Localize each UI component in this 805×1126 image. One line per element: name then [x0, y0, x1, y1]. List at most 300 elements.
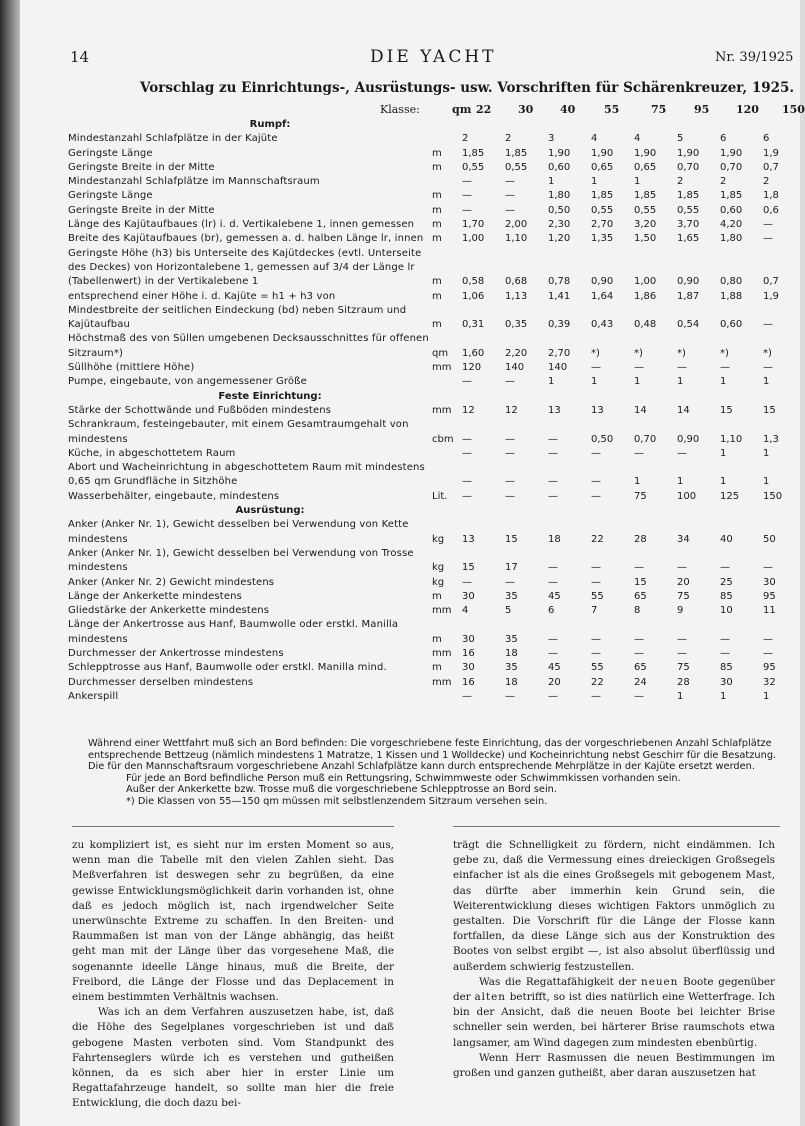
row-label: Abort und Wacheinrichtung in abgeschottetem Raum mit mindestens 0,65 qm Grundfläche in Sitzhöhe [68, 462, 425, 488]
table-row [68, 490, 788, 504]
value-cell: 4,20 [720, 219, 743, 231]
table-row [68, 290, 788, 304]
row-label: Geringste Breite in der Mitte [68, 161, 215, 173]
value-cell: 75 [634, 490, 647, 502]
value-cell: 0,90 [677, 276, 700, 288]
value-cell: 0,55 [677, 204, 700, 216]
value-cell: 0,90 [677, 433, 700, 445]
value-cell: 22 [591, 676, 604, 688]
table-row [68, 189, 788, 203]
class-header-40: 40 [560, 103, 576, 116]
value-cell: — [591, 647, 601, 659]
value-cell: 1,85 [677, 190, 700, 202]
value-cell: 30 [462, 633, 475, 645]
value-cell: 1,10 [505, 233, 528, 245]
value-cell: 0,70 [634, 433, 657, 445]
value-cell: *) [677, 347, 686, 359]
value-cell: 30 [720, 676, 733, 688]
class-header-55: 55 [604, 103, 620, 116]
value-cell: 0,31 [462, 319, 485, 331]
value-cell: 75 [677, 590, 690, 602]
value-cell: 4 [591, 133, 598, 145]
row-unit: m [432, 290, 442, 302]
value-cell: 5 [677, 133, 684, 145]
row-label: Länge der Ankertrosse aus Hanf, Baumwolle oder erstkl. Manilla mindestens [68, 619, 399, 645]
value-cell: 1,8 [763, 190, 779, 202]
value-cell: 30 [462, 662, 475, 674]
value-cell: 1 [634, 176, 641, 188]
value-cell: 35 [505, 633, 518, 645]
table-row [68, 375, 788, 389]
value-cell: 30 [763, 576, 776, 588]
value-cell: 95 [763, 662, 776, 674]
value-cell: 16 [462, 647, 475, 659]
value-cell: 2,20 [505, 347, 528, 359]
value-cell: 15 [505, 533, 518, 545]
row-label: Anker (Anker Nr. 1), Gewicht desselben bei Verwendung von Kette mindestens [68, 519, 409, 545]
value-cell: — [591, 690, 601, 702]
value-cell: — [505, 176, 515, 188]
table-row [68, 604, 788, 618]
value-cell: — [462, 176, 472, 188]
row-unit: m [432, 233, 442, 245]
row-unit: mm [432, 605, 452, 617]
row-unit: m [432, 662, 442, 674]
value-cell: — [591, 490, 601, 502]
value-cell: — [763, 647, 773, 659]
table-row [68, 690, 788, 704]
row-unit: mm [432, 404, 452, 416]
row-label: Pumpe, eingebaute, von angemessener Größe [68, 376, 307, 388]
value-cell: — [505, 690, 515, 702]
value-cell: — [462, 190, 472, 202]
value-cell: 120 [462, 362, 482, 374]
value-cell: 1,00 [462, 233, 485, 245]
value-cell: — [763, 233, 773, 245]
value-cell: 15 [634, 576, 647, 588]
row-unit: kg [432, 533, 445, 545]
value-cell: 0,55 [505, 161, 528, 173]
row-label: Länge des Kajütaufbaues (lr) i. d. Vertikalebene 1, innen gemessen [68, 219, 415, 231]
row-unit: kg [432, 576, 445, 588]
value-cell: 0,7 [763, 276, 779, 288]
value-cell: — [634, 633, 644, 645]
table-row [68, 147, 788, 161]
value-cell: 13 [548, 404, 561, 416]
row-unit: mm [432, 647, 452, 659]
table-row [68, 618, 788, 647]
table-title: Vorschlag zu Einrichtungs-, Ausrüstungs- usw. Vorschriften für Schärenkreuzer, 1925. [140, 80, 795, 96]
value-cell: — [548, 433, 558, 445]
note-rescue: Für jede an Bord befindliche Person muß ein Rettungsring, Schwimmweste oder Schwimmkissen vorhanden sein. [126, 772, 681, 784]
value-cell: 0,60 [720, 319, 743, 331]
row-unit: m [432, 276, 442, 288]
value-cell: 1,90 [634, 147, 657, 159]
value-cell: 2 [505, 133, 512, 145]
row-unit [432, 375, 462, 389]
value-cell: 12 [462, 404, 475, 416]
value-cell: 0,50 [591, 433, 614, 445]
value-cell: 24 [634, 676, 647, 688]
value-cell: 1 [677, 476, 684, 488]
value-cell: 28 [634, 533, 647, 545]
value-cell: 1,35 [591, 233, 614, 245]
table-row [68, 676, 788, 690]
text-run: Boote gegenüber der [453, 975, 775, 1004]
row-label: entsprechend einer Höhe i. d. Kajüte = h1 + h3 von [68, 290, 336, 302]
value-cell: — [505, 376, 515, 388]
value-cell: 1,87 [677, 290, 700, 302]
value-cell: 0,7 [763, 161, 779, 173]
value-cell: 1 [720, 690, 727, 702]
row-label: Schlepptrosse aus Hanf, Baumwolle oder erstkl. Manilla mind. [68, 662, 387, 674]
value-cell: 5 [505, 605, 512, 617]
table-row [68, 447, 788, 461]
table-row [68, 518, 788, 547]
table-row [68, 418, 788, 447]
value-cell: 0,65 [634, 161, 657, 173]
value-cell: 1,90 [720, 147, 743, 159]
row-unit: mm [432, 676, 452, 688]
row-label: Höchstmaß des von Süllen umgebenen Decksausschnittes für offenen Sitzraum*) [68, 333, 429, 359]
value-cell: — [591, 447, 601, 459]
value-cell: — [763, 562, 773, 574]
row-unit: m [432, 319, 442, 331]
value-cell: 1,85 [591, 190, 614, 202]
value-cell: — [591, 562, 601, 574]
value-cell: 95 [763, 590, 776, 602]
row-label: Geringste Breite in der Mitte [68, 204, 215, 216]
value-cell: 0,39 [548, 319, 571, 331]
value-cell: — [763, 219, 773, 231]
row-label: Länge der Ankerkette mindestens [68, 590, 242, 602]
value-cell: — [548, 633, 558, 645]
value-cell: 1,90 [548, 147, 571, 159]
value-cell: 32 [763, 676, 776, 688]
section-header-row [68, 390, 788, 404]
value-cell: 1,41 [548, 290, 571, 302]
value-cell: 6 [763, 133, 770, 145]
value-cell: 85 [720, 662, 733, 674]
value-cell: 0,70 [720, 161, 743, 173]
row-unit [432, 461, 462, 490]
value-cell: *) [763, 347, 772, 359]
value-cell: — [720, 647, 730, 659]
value-cell: 1 [763, 690, 770, 702]
row-label: Gliedstärke der Ankerkette mindestens [68, 605, 270, 617]
row-label: Ankerspill [68, 690, 119, 702]
value-cell: — [634, 362, 644, 374]
row-label: Durchmesser der Ankertrosse mindestens [68, 647, 284, 659]
value-cell: 1,85 [720, 190, 743, 202]
value-cell: 1 [548, 376, 555, 388]
value-cell: 1,50 [634, 233, 657, 245]
value-cell: — [462, 690, 472, 702]
class-header-30: 30 [518, 103, 534, 116]
value-cell: — [591, 476, 601, 488]
emphasis-neuen: neuen [641, 975, 679, 988]
value-cell: 1,70 [462, 219, 485, 231]
row-label: Durchmesser derselben mindestens [68, 676, 254, 688]
value-cell: 1,9 [763, 290, 779, 302]
text-run: betrifft, so ist dies natürlich eine Wetterfrage. Ich bin der Ansicht, daß die neuen Boote bei leichter Brise schneller sein werden, bei härterer Brise raumschots etwa langsamer, am Wind dagegen zum mindesten ebenbürtig. [453, 991, 775, 1049]
magazine-title: DIE YACHT [370, 47, 497, 67]
note-cockpit: *) Die Klassen von 55—150 qm müssen mit selbstlenzendem Sitzraum versehen sein. [126, 795, 548, 807]
row-label: Geringste Länge [68, 147, 153, 159]
value-cell: 0,68 [505, 276, 528, 288]
value-cell: — [462, 476, 472, 488]
value-cell: — [548, 690, 558, 702]
value-cell: 1,90 [677, 147, 700, 159]
value-cell: 0,78 [548, 276, 571, 288]
row-label: Geringste Länge [68, 190, 153, 202]
paragraph: Wenn Herr Rasmussen die neuen Bestimmungen im großen und ganzen gutheißt, aber daran auszusetzen hat [453, 1051, 775, 1080]
value-cell: 85 [720, 590, 733, 602]
row-unit: m [432, 633, 442, 645]
value-cell: 15 [763, 404, 776, 416]
value-cell: — [720, 362, 730, 374]
value-cell: 35 [505, 590, 518, 602]
section-title: Rumpf: [249, 119, 291, 130]
value-cell: 100 [677, 490, 697, 502]
paragraph: Was ich an dem Verfahren auszusetzen habe, ist, daß die Höhe des Segelplanes vorgeschrieben ist und daß gebogene Masten verboten sind. Vom Standpunkt des Fahrtenseglers würde ich es verstehen und gutheißen können, da es sich aber hier in erster Linie um Regattafahrzeuge handelt, so sollte man hier die freie Entwicklung, die doch dazu bei- [72, 1006, 394, 1110]
value-cell: 1 [634, 376, 641, 388]
table-row [68, 461, 788, 490]
value-cell: 1,20 [548, 233, 571, 245]
value-cell: — [634, 690, 644, 702]
value-cell: 13 [591, 404, 604, 416]
section-header-row [68, 504, 788, 518]
value-cell: — [677, 562, 687, 574]
table-row [68, 404, 788, 418]
value-cell: 11 [763, 605, 776, 617]
value-cell: — [505, 433, 515, 445]
value-cell: 1,85 [462, 147, 485, 159]
row-unit [432, 175, 462, 189]
value-cell: 1 [763, 376, 770, 388]
section-title: Feste Einrichtung: [218, 390, 322, 402]
value-cell: 18 [548, 533, 561, 545]
value-cell: — [548, 562, 558, 574]
value-cell: 30 [462, 590, 475, 602]
table-row [68, 218, 788, 232]
table-row [68, 247, 788, 290]
row-label: Anker (Anker Nr. 1), Gewicht desselben bei Verwendung von Trosse mindestens [68, 547, 414, 574]
value-cell: 3 [548, 133, 555, 145]
value-cell: 65 [634, 662, 647, 674]
section-title: Ausrüstung: [235, 505, 305, 517]
row-label: Geringste Höhe (h3) bis Unterseite des Kajütdeckes (evtl. Unterseite des Deckes) von Horizontalebene 1, gemessen auf 3/4 der Länge lr (Tabellenwert) in der Vertikalebene 1 [68, 247, 422, 288]
value-cell: 0,54 [677, 319, 700, 331]
value-cell: 1 [720, 447, 727, 459]
value-cell: *) [591, 347, 600, 359]
table-row [68, 175, 788, 189]
value-cell: 1 [634, 476, 641, 488]
value-cell: 2,70 [591, 219, 614, 231]
row-unit: m [432, 161, 442, 173]
class-header-95: 95 [694, 103, 710, 116]
value-cell: 17 [505, 562, 518, 574]
value-cell: 6 [548, 605, 555, 617]
value-cell: 10 [720, 605, 733, 617]
table-row [68, 661, 788, 675]
row-label: Wasserbehälter, eingebaute, mindestens [68, 490, 280, 502]
value-cell: — [505, 447, 515, 459]
class-header-150: 150 [782, 103, 805, 116]
value-cell: 14 [677, 404, 690, 416]
article-column-right [453, 838, 775, 1081]
value-cell: 15 [462, 562, 475, 574]
value-cell: 1 [548, 176, 555, 188]
value-cell: 1 [591, 376, 598, 388]
value-cell: 1 [763, 476, 770, 488]
value-cell: — [634, 562, 644, 574]
value-cell: 2,70 [548, 347, 571, 359]
table-row [68, 204, 788, 218]
value-cell: 1 [677, 690, 684, 702]
value-cell: 45 [548, 662, 561, 674]
value-cell: — [548, 647, 558, 659]
row-label: Mindestanzahl Schlafplätze im Mannschaftsraum [68, 176, 320, 188]
value-cell: — [720, 562, 730, 574]
value-cell: — [591, 633, 601, 645]
value-cell: — [634, 647, 644, 659]
row-unit: kg [432, 562, 445, 574]
value-cell: 16 [462, 676, 475, 688]
specification-table-body [68, 118, 788, 704]
value-cell: 0,55 [634, 204, 657, 216]
value-cell: 0,48 [634, 319, 657, 331]
value-cell: 0,55 [462, 161, 485, 173]
value-cell: 45 [548, 590, 561, 602]
table-row [68, 576, 788, 590]
value-cell: 2,30 [548, 219, 571, 231]
value-cell: — [462, 490, 472, 502]
value-cell: 1,10 [720, 433, 743, 445]
emphasis-alten: alten [474, 991, 507, 1004]
table-row [68, 232, 788, 246]
value-cell: — [677, 633, 687, 645]
value-cell: 40 [720, 533, 733, 545]
value-cell: 1,85 [634, 190, 657, 202]
paragraph: zu kompliziert ist, es sieht nur im ersten Moment so aus, wenn man die Tabelle mit den vielen Zahlen sieht. Das Meßverfahren ist deswegen sehr zu begrüßen, da eine gewisse Entwicklungsmöglichkeit darin vorhanden ist, ohne daß es jedoch möglich ist, nach irgendwelcher Seite unerwünschte Extreme zu schaffen. In den Breiten- und Raummaßen ist man von der Länge abhängig, das heißt geht man mit der Länge über das vorgesehene Maß, die sogenannte ideelle Länge hinaus, muß die Breite, der Freibord, die Länge der Flosse und das Deplacement in einem bestimmten Verhältnis wachsen. [72, 839, 394, 1004]
row-unit [432, 132, 462, 146]
value-cell: — [505, 490, 515, 502]
table-row [68, 132, 788, 146]
row-unit: m [432, 590, 442, 602]
value-cell: 55 [591, 662, 604, 674]
value-cell: — [763, 362, 773, 374]
value-cell: — [505, 204, 515, 216]
value-cell: 12 [505, 404, 518, 416]
value-cell: — [548, 490, 558, 502]
paragraph [453, 975, 775, 1051]
row-unit: m [432, 204, 442, 216]
value-cell: 1,80 [720, 233, 743, 245]
value-cell: 0,90 [591, 276, 614, 288]
value-cell: 140 [548, 362, 568, 374]
klasse-label: Klasse: [380, 103, 420, 116]
value-cell: 14 [634, 404, 647, 416]
table-row [68, 361, 788, 375]
value-cell: — [462, 433, 472, 445]
row-unit: m [432, 190, 442, 202]
value-cell: — [677, 362, 687, 374]
value-cell: — [677, 647, 687, 659]
value-cell: 3,20 [634, 219, 657, 231]
page-number: 14 [70, 48, 90, 66]
value-cell: 65 [634, 590, 647, 602]
table-row [68, 547, 788, 576]
value-cell: — [677, 447, 687, 459]
value-cell: — [763, 319, 773, 331]
note-tow-rope: Außer der Ankerkette bzw. Trosse muß die vorgeschriebene Schlepptrosse an Bord sein. [126, 784, 557, 796]
value-cell: — [462, 576, 472, 588]
row-unit: Lit. [432, 490, 448, 502]
value-cell: 1,13 [505, 290, 528, 302]
value-cell: 2 [763, 176, 770, 188]
value-cell: — [548, 576, 558, 588]
value-cell: — [505, 190, 515, 202]
value-cell: *) [720, 347, 729, 359]
value-cell: 1 [677, 376, 684, 388]
value-cell: — [591, 362, 601, 374]
value-cell: 18 [505, 647, 518, 659]
row-label: Anker (Anker Nr. 2) Gewicht mindestens [68, 576, 275, 588]
value-cell: 0,65 [591, 161, 614, 173]
value-cell: 1,9 [763, 147, 779, 159]
value-cell: — [548, 447, 558, 459]
row-label: Schrankraum, festeingebauter, mit einem Gesamtraumgehalt von mindestens [68, 419, 409, 445]
value-cell: 1 [763, 447, 770, 459]
table-row [68, 647, 788, 661]
value-cell: 1,85 [505, 147, 528, 159]
row-unit: cbm [432, 433, 454, 445]
value-cell: 22 [591, 533, 604, 545]
row-label: Süllhöhe (mittlere Höhe) [68, 362, 195, 374]
value-cell: 25 [720, 576, 733, 588]
row-label: Stärke der Schottwände und Fußböden mindestens [68, 404, 332, 416]
value-cell: 15 [720, 404, 733, 416]
note-onboard: Während einer Wettfahrt muß sich an Bord befinden: Die vorgeschriebene feste Einrichtung, das der vorgeschriebenen Anzahl Schlafplätze entsprechende Bettzeug (nämlich mindestens 1 Matratze, 1 Kissen und 1 Wolldecke) und Kocheinrichtung nebst Geschirr für die Besatzung. Die für den Mannschaftsraum vorgeschriebene Anzahl Schlafplätze kann durch entsprechende Mehrplätze in der Kajüte ersetzt werden. [88, 738, 777, 773]
value-cell: 2,00 [505, 219, 528, 231]
value-cell: — [591, 576, 601, 588]
value-cell: 0,55 [591, 204, 614, 216]
class-header-120: 120 [736, 103, 759, 116]
value-cell: — [720, 633, 730, 645]
value-cell: — [505, 476, 515, 488]
value-cell: 1,06 [462, 290, 485, 302]
class-header-75: 75 [651, 103, 667, 116]
value-cell: — [505, 576, 515, 588]
value-cell: 0,70 [677, 161, 700, 173]
row-unit: m [432, 219, 442, 231]
value-cell: — [634, 447, 644, 459]
value-cell: 20 [677, 576, 690, 588]
specification-table [68, 118, 788, 704]
value-cell: 6 [720, 133, 727, 145]
qm-header: qm [452, 103, 472, 116]
column-rule-left [72, 826, 394, 827]
text-run: Was die Regattafähigkeit der [479, 975, 641, 988]
row-label: Breite des Kajütaufbaues (br), gemessen a. d. halben Länge lr, innen [68, 233, 424, 245]
value-cell: 1 [720, 476, 727, 488]
value-cell: 34 [677, 533, 690, 545]
value-cell: 140 [505, 362, 525, 374]
value-cell: 1,60 [462, 347, 485, 359]
table-row [68, 332, 788, 361]
value-cell: 0,50 [548, 204, 571, 216]
